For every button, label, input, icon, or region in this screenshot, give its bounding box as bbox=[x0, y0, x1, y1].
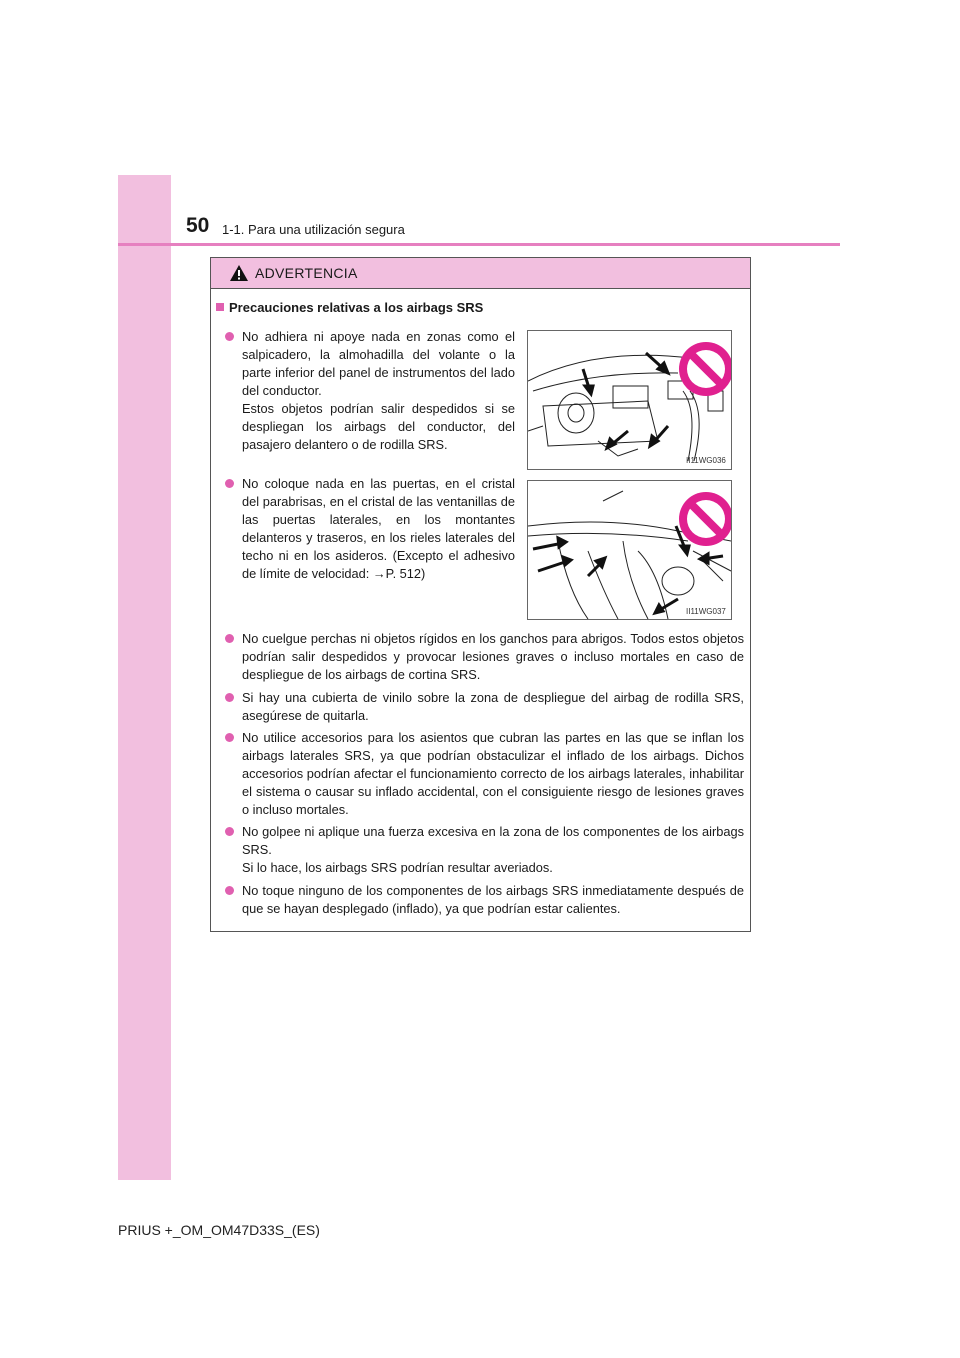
interior-drawing bbox=[528, 481, 731, 619]
warning-heading: ADVERTENCIA bbox=[255, 265, 358, 281]
image-code: II11WG036 bbox=[686, 456, 726, 465]
dashboard-drawing bbox=[528, 331, 731, 469]
warning-subtitle: Precauciones relativas a los airbags SRS bbox=[215, 300, 483, 315]
page-number: 50 bbox=[186, 214, 210, 237]
section-title: 1-1. Para una utilización segura bbox=[222, 222, 405, 237]
list-item: No toque ninguno de los componentes de los airbags SRS inmediatamente después de que se hayan desplegado (inflado), ya que podrían estar calientes. bbox=[225, 882, 744, 918]
bullet-icon bbox=[225, 479, 234, 488]
list-item: No adhiera ni apoye nada en zonas como el salpicadero, la almohadilla del volante o la parte inferior del panel de instrumentos del lado del conductor. Estos objetos podrían salir despedidos si se despliegan los airbags del conductor, del pasajero delantero o de rodilla SRS. bbox=[225, 328, 515, 454]
interior-illustration bbox=[527, 480, 732, 620]
image-code: II11WG037 bbox=[686, 607, 726, 616]
bullet-icon bbox=[225, 886, 234, 895]
list-item: No utilice accesorios para los asientos que cubran las partes en las que se inflan los airbags laterales SRS, ya que podrían obstaculizar el inflado de los airbags. Dichos accesorios podrían afectar el funcionamiento correcto de los airbags laterales, inhabilitar el sistema o causar su inflado accidental, con el consiguiente riesgo de lesiones graves o incluso mortales. bbox=[225, 729, 744, 819]
bullet-icon bbox=[225, 827, 234, 836]
dashboard-illustration bbox=[527, 330, 732, 470]
header-rule bbox=[118, 243, 840, 246]
side-tab bbox=[118, 175, 171, 1180]
bullet-icon bbox=[225, 693, 234, 702]
list-item: No cuelgue perchas ni objetos rígidos en los ganchos para abrigos. Todos estos objetos podrían salir despedidos y provocar lesiones graves o incluso mortales en caso de despliegue de los airbags de cortina SRS. bbox=[225, 630, 744, 684]
list-item: No golpee ni aplique una fuerza excesiva en la zona de los componentes de los airbags SRS. Si lo hace, los airbags SRS podrían resultar averiados. bbox=[225, 823, 744, 877]
bullet-icon bbox=[225, 634, 234, 643]
bullet-icon bbox=[225, 733, 234, 742]
warning-triangle-icon bbox=[229, 264, 249, 282]
footer-model: PRIUS +_OM_OM47D33S_(ES) bbox=[118, 1222, 320, 1238]
list-item: No coloque nada en las puertas, en el cristal del parabrisas, en el cristal de las ventanillas de las puertas laterales, en los montantes delanteros y traseros, en los rieles laterales del techo ni en los asideros. (Excepto el adhesivo de límite de velocidad: →P. 512) bbox=[225, 475, 515, 583]
bullet-icon bbox=[225, 332, 234, 341]
warning-box bbox=[210, 257, 751, 932]
list-item: Si hay una cubierta de vinilo sobre la zona de despliegue del airbag de rodilla SRS, asegúrese de quitarla. bbox=[225, 689, 744, 725]
warning-header bbox=[211, 258, 750, 289]
square-bullet-icon bbox=[216, 303, 224, 311]
